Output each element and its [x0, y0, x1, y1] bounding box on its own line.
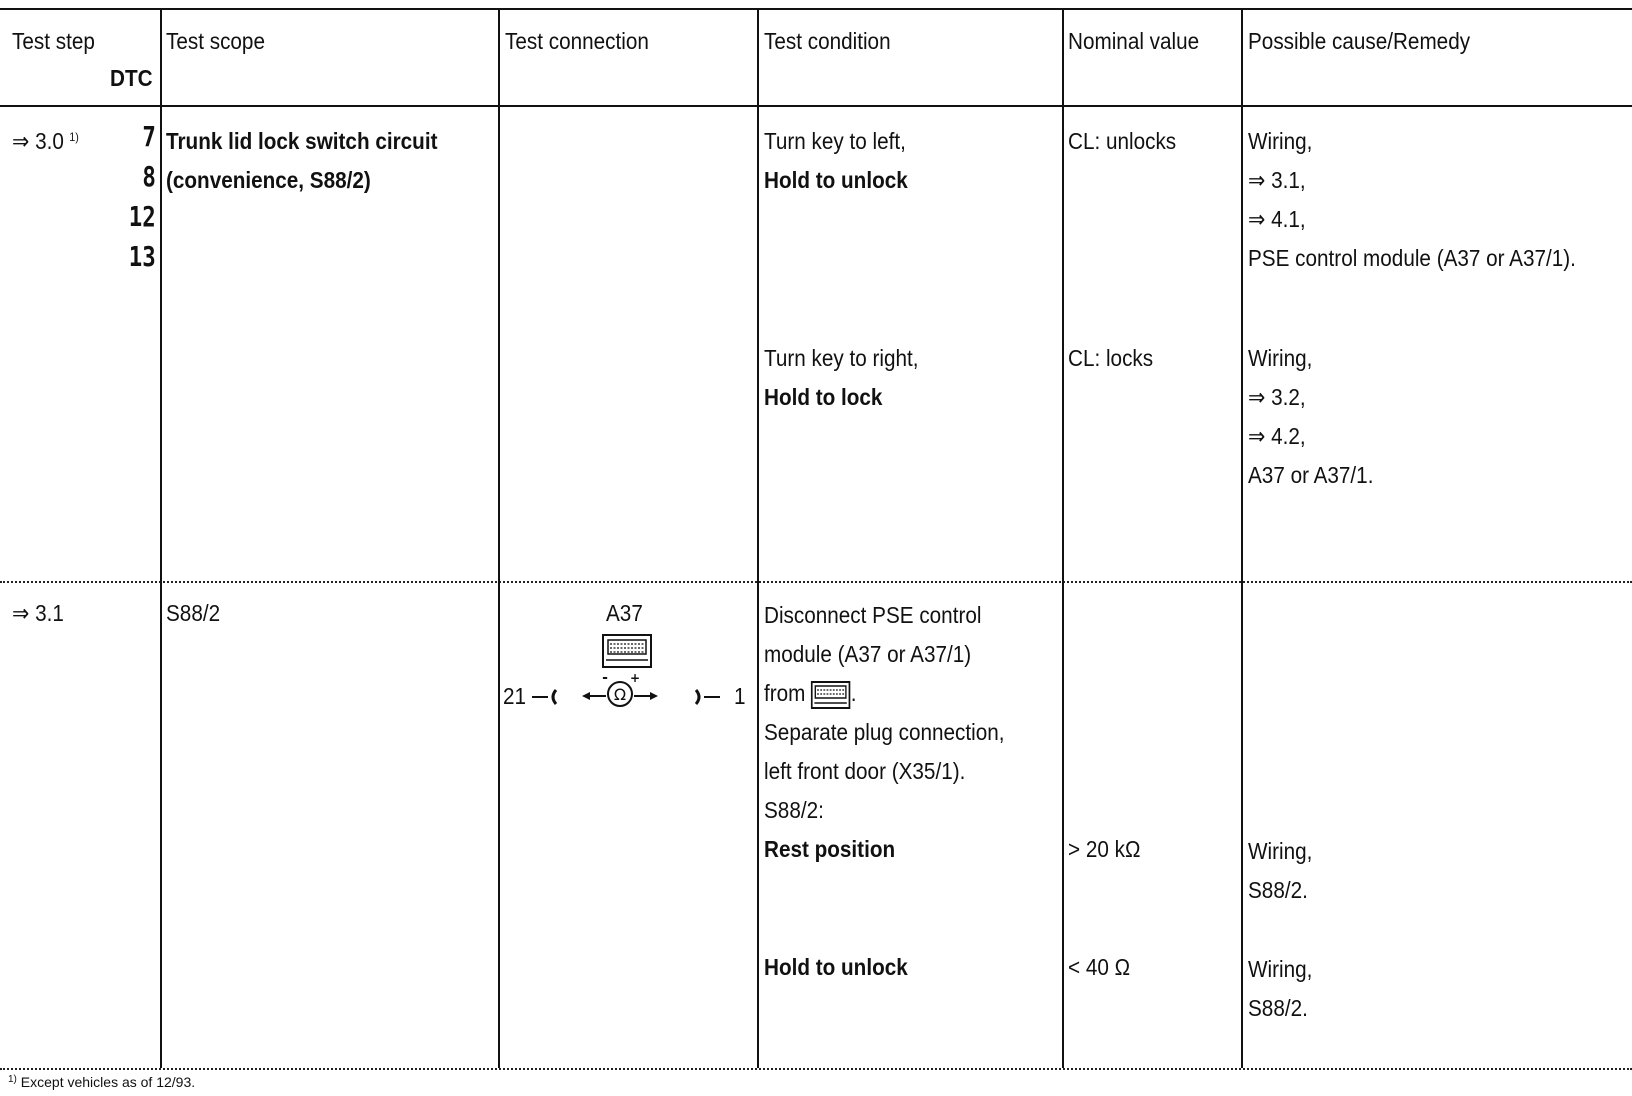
row1-test-step: [12, 128, 79, 159]
row2-scope: S88/2: [166, 600, 221, 626]
row2-condition-line2: module (A37 or A37/1): [764, 641, 972, 667]
dtc-code-12: 12: [129, 200, 156, 233]
row1-condition-a-line2: Hold to unlock: [764, 167, 908, 193]
ohmmeter-icon: [580, 672, 660, 717]
svg-text:Ω: Ω: [613, 685, 627, 704]
row1-cause-b-line3: ⇒ 4.2,: [1248, 423, 1306, 449]
header-test-condition: Test condition: [764, 28, 891, 54]
connector-right-icon: [692, 686, 722, 713]
column-divider-condition: [757, 8, 759, 1068]
dtc-code-7: 7: [142, 120, 156, 153]
row1-nominal-b: CL: locks: [1068, 345, 1154, 371]
column-divider-cause: [1241, 8, 1243, 1068]
row2-test-step: ⇒ 3.1: [12, 600, 64, 626]
row2-cause-unlock-line1: Wiring,: [1248, 956, 1313, 982]
footnote-text: Except vehicles as of 12/93.: [20, 1074, 196, 1090]
header-possible-cause: Possible cause/Remedy: [1248, 28, 1471, 54]
table-top-border: [0, 8, 1632, 10]
column-divider-connection: [498, 8, 500, 1068]
header-dtc: DTC: [110, 65, 153, 91]
row2-cause-unlock-line2: S88/2.: [1248, 995, 1308, 1021]
column-divider-nominal: [1062, 8, 1064, 1068]
row1-cause-b-line1: Wiring,: [1248, 345, 1313, 371]
row1-scope-line2: (convenience, S88/2): [166, 167, 371, 193]
row1-condition-a-line1: Turn key to left,: [764, 128, 906, 154]
column-divider-scope: [160, 8, 162, 1068]
header-test-scope: Test scope: [166, 28, 265, 54]
row2-cause-rest-line1: Wiring,: [1248, 838, 1313, 864]
row2-nominal-unlock: < 40 Ω: [1068, 954, 1131, 980]
table-bottom-border: [0, 1068, 1632, 1070]
row2-condition-line5: left front door (X35/1).: [764, 758, 966, 784]
row1-nominal-a: CL: unlocks: [1068, 128, 1177, 154]
row1-condition-b-line1: Turn key to right,: [764, 345, 919, 371]
row1-cause-a-line1: Wiring,: [1248, 128, 1313, 154]
row2-nominal-rest: > 20 kΩ: [1068, 836, 1141, 862]
control-module-inline-icon: [811, 681, 851, 709]
row1-condition-b-line2: Hold to lock: [764, 384, 883, 410]
row1-scope-line1: Trunk lid lock switch circuit: [166, 128, 438, 154]
footnote-mark: 1): [8, 1074, 17, 1085]
row2-condition-from: from: [764, 680, 806, 706]
svg-text:+: +: [629, 672, 641, 685]
row1-cause-a-line3: ⇒ 4.1,: [1248, 206, 1306, 232]
row2-condition-line6: S88/2:: [764, 797, 824, 823]
header-test-step: Test step: [12, 28, 95, 54]
row2-condition-rest: Rest position: [764, 836, 896, 862]
footnote: [8, 1074, 195, 1090]
connection-right-pin: 1: [734, 683, 746, 709]
row1-footnote-mark: 1): [69, 130, 79, 144]
row2-condition-line4: Separate plug connection,: [764, 719, 1005, 745]
svg-text:-: -: [602, 672, 608, 686]
row1-cause-a-line4: PSE control module (A37 or A37/1).: [1248, 245, 1576, 271]
connection-module-label: A37: [606, 600, 643, 626]
row1-cause-b-line4: A37 or A37/1.: [1248, 462, 1374, 488]
row1-cause-b-line2: ⇒ 3.2,: [1248, 384, 1306, 410]
connection-left-pin: 21: [503, 683, 527, 709]
row1-cause-a-line2: ⇒ 3.1,: [1248, 167, 1306, 193]
header-test-connection: Test connection: [505, 28, 649, 54]
row2-condition-line3: from .: [764, 680, 857, 709]
header-bottom-border: [0, 105, 1632, 107]
row1-step-label: ⇒ 3.0: [12, 128, 64, 154]
header-nominal-value: Nominal value: [1068, 28, 1200, 54]
row-divider: [0, 581, 1632, 583]
dtc-code-13: 13: [129, 240, 156, 273]
connector-left-icon: [530, 686, 560, 713]
row2-condition-line1: Disconnect PSE control: [764, 602, 982, 628]
dtc-code-8: 8: [142, 160, 156, 193]
row2-condition-unlock: Hold to unlock: [764, 954, 908, 980]
row2-cause-rest-line2: S88/2.: [1248, 877, 1308, 903]
control-module-icon: [602, 634, 652, 673]
